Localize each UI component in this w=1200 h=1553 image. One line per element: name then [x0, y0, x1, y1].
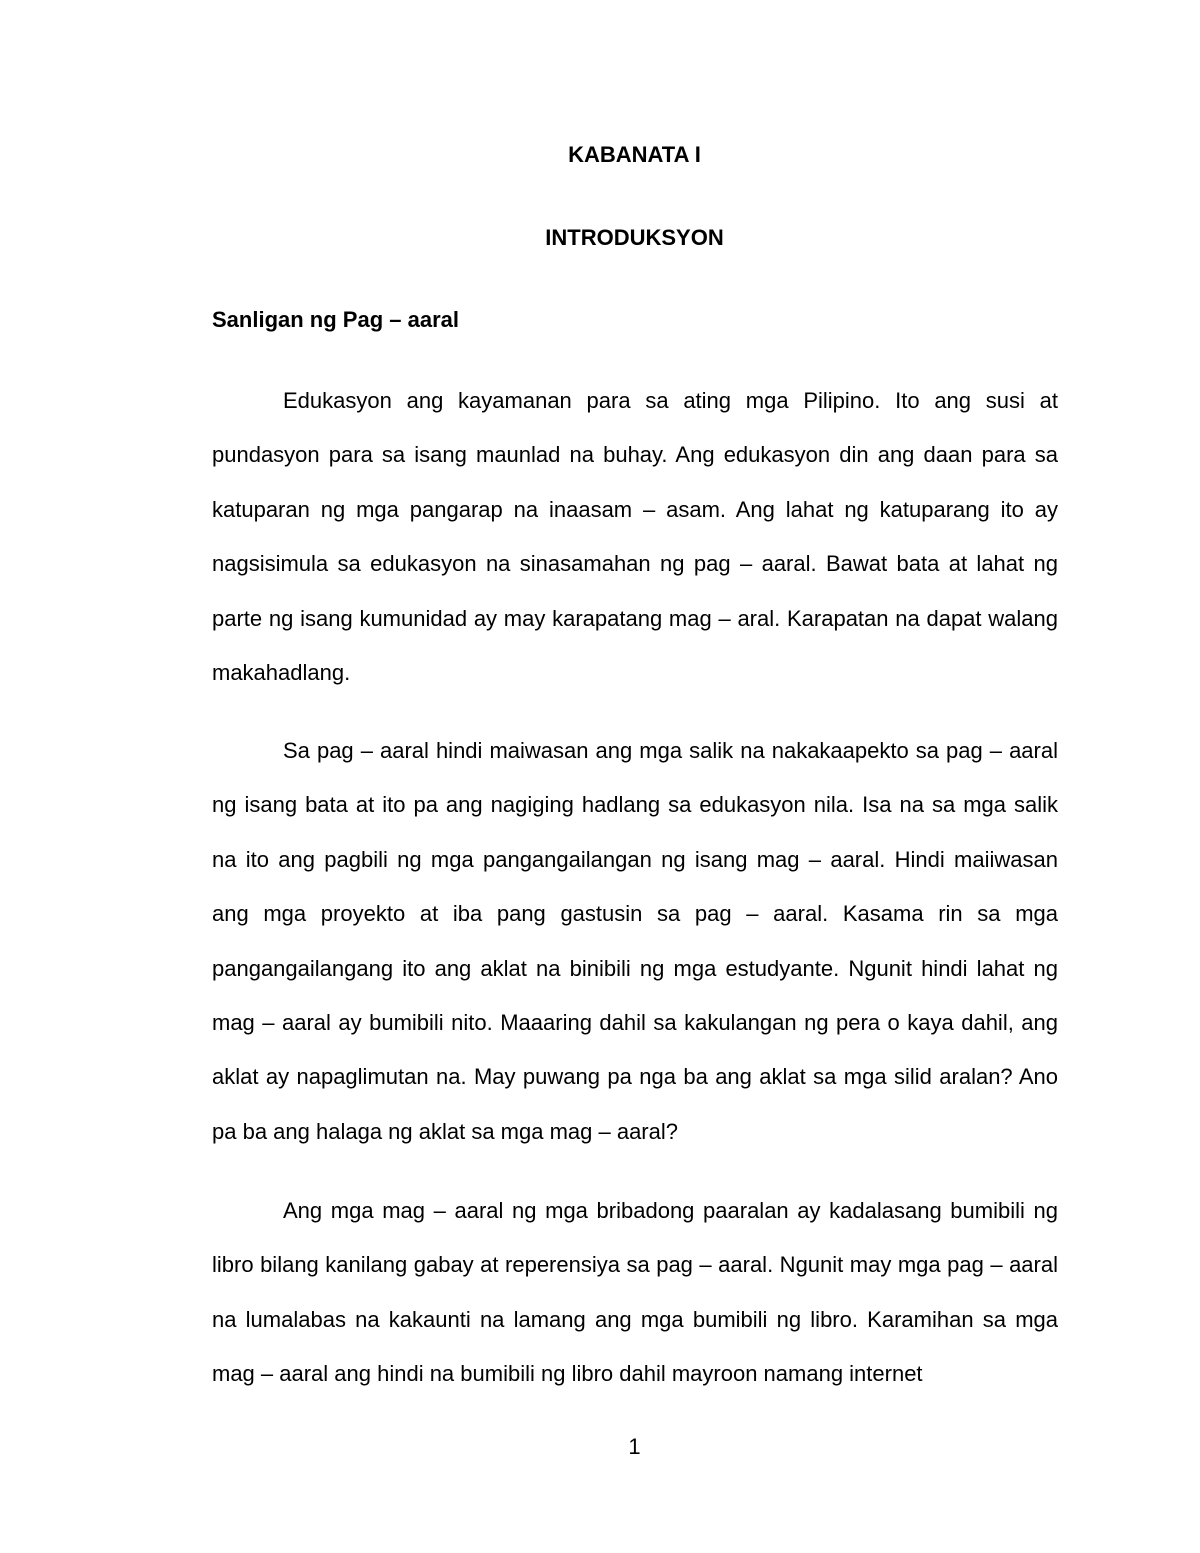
subheading: Sanligan ng Pag – aaral	[212, 307, 459, 332]
paragraph-3: Ang mga mag – aaral ng mga bribadong paaralan ay kadalasang bumibili ng libro bilang kanilang gabay at reperensiya sa pag – aaral. Ngunit may mga pag – aaral na lumalabas na kakaunti na lamang ang mga bumibili ng libro. Karamihan sa mga mag – aaral ang hindi na bumibili ng libro dahil mayroon namang internet	[212, 1198, 1058, 1387]
page-number: 1	[628, 1434, 641, 1459]
paragraph-1: Edukasyon ang kayamanan para sa ating mga Pilipino. Ito ang susi at pundasyon para sa isang maunlad na buhay. Ang edukasyon din ang daan para sa katuparan ng mga pangarap na inaasam – asam. Ang lahat ng katuparang ito ay nagsisimula sa edukasyon na sinasamahan ng pag – aaral. Bawat bata at lahat ng parte ng isang kumunidad ay may karapatang mag – aral. Karapatan na dapat walang makahadlang.	[212, 388, 1058, 686]
section-title: INTRODUKSYON	[545, 225, 724, 250]
paragraph-2: Sa pag – aaral hindi maiwasan ang mga salik na nakakaapekto sa pag – aaral ng isang bata at ito pa ang nagiging hadlang sa edukasyon nila. Isa na sa mga salik na ito ang pagbili ng mga pangangailangan ng isang mag – aaral. Hindi maiiwasan ang mga proyekto at iba pang gastusin sa pag – aaral. Kasama rin sa mga pangangailangang ito ang aklat na binibili ng mga estudyante. Ngunit hindi lahat ng mag – aaral ay bumibili nito. Maaaring dahil sa kakulangan ng pera o kaya dahil, ang aklat ay napaglimutan na. May puwang pa nga ba ang aklat sa mga silid aralan? Ano pa ba ang halaga ng aklat sa mga mag – aaral?	[212, 738, 1058, 1144]
chapter-title: KABANATA I	[568, 142, 701, 167]
